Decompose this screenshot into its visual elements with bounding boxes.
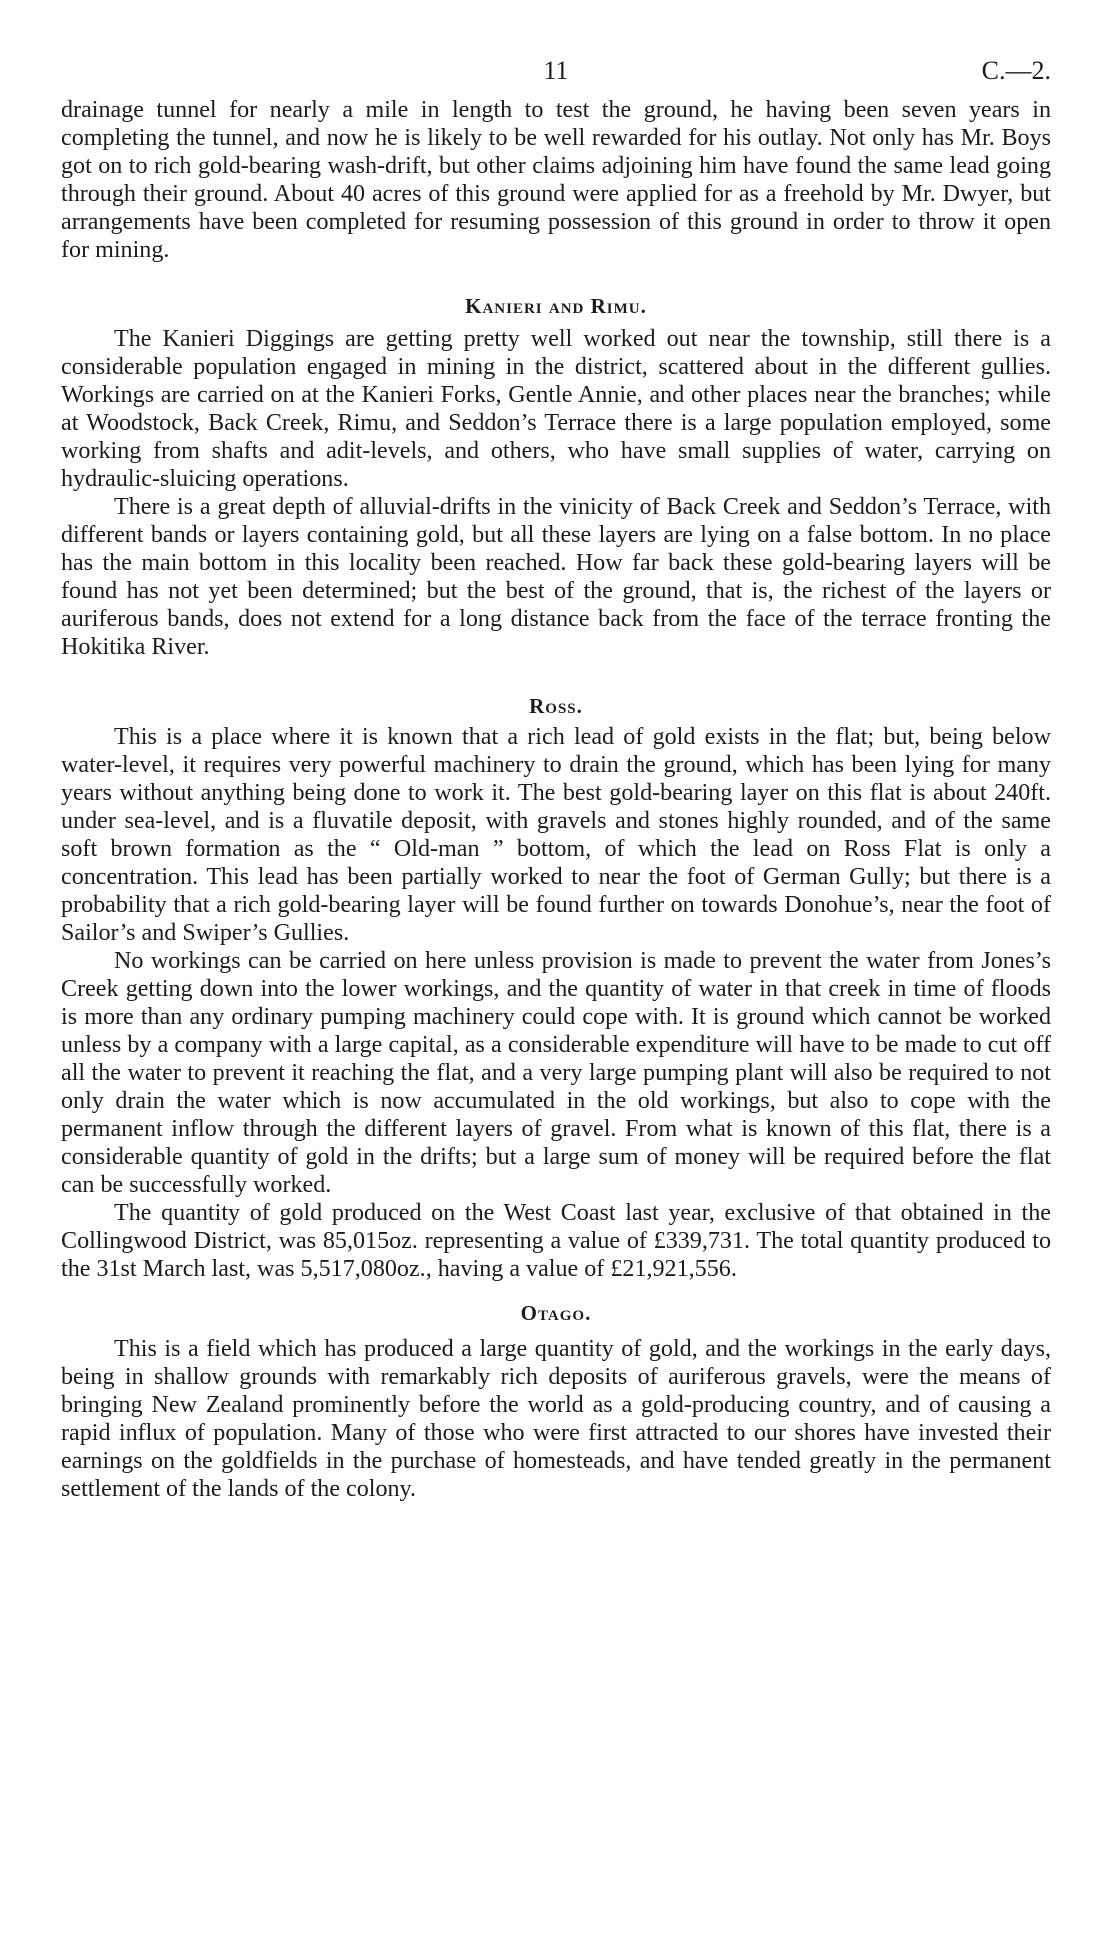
ross-paragraph-2: No workings can be carried on here unless provision is made to prevent the water from Jones’s Creek getting down into the lower workings, and the quantity of water in that creek in time of floods is more than any ordinary pumping machinery could cope with. It is ground which cannot be worked unless by a company with a large capital, as a considerable expenditure will have to be made to cut off all the water to prevent it reaching the flat, and a very large pumping plant will also be required to not only drain the water which is now accumulated in the old workings, but also to cope with the permanent inflow through the different layers of gravel. From what is known of this flat, there is a considerable quantity of gold in the drifts; but a large sum of money will be required before the flat can be successfully worked. xyxy=(61,948,1051,1198)
kanieri-paragraph-1: The Kanieri Diggings are getting pretty well worked out near the township, still there is a considerable population engaged in mining in the district, scattered about in the different gullies. Workings are carried on at the Kanieri Forks, Gentle Annie, and other places near the branches; while at Woodstock, Back Creek, Rimu, and Seddon’s Terrace there is a large population employed, some working from shafts and adit-levels, and others, who have small supplies of water, carrying on hydraulic-sluicing operations. xyxy=(61,326,1051,492)
ross-paragraph-1: This is a place where it is known that a rich lead of gold exists in the flat; but, being below water-level, it requires very powerful machinery to drain the ground, which has been lying for many years without anything being done to work it. The best gold-bearing layer on this flat is about 240ft. under sea-level, and is a fluvatile deposit, with gravels and stones highly rounded, and of the same soft brown formation as the “ Old-man ” bottom, of which the lead on Ross Flat is only a concentration. This lead has been partially worked to near the foot of German Gully; but there is a probability that a rich gold-bearing layer will be found further on towards Donohue’s, near the foot of Sailor’s and Swiper’s Gullies. xyxy=(61,724,1051,946)
running-head xyxy=(61,56,1051,96)
intro-paragraph: drainage tunnel for nearly a mile in length to test the ground, he having been seven years in completing the tunnel, and now he is likely to be well rewarded for his outlay. Not only has Mr. Boys got on to rich gold-bearing wash-drift, but other claims adjoining him have found the same lead going through their ground. About 40 acres of this ground were applied for as a freehold by Mr. Dwyer, but arrangements have been completed for resuming possession of this ground in order to throw it open for mining. xyxy=(61,97,1051,263)
otago-paragraph-1: This is a field which has produced a large quantity of gold, and the workings in the early days, being in shallow grounds with remarkably rich deposits of auriferous gravels, were the means of bringing New Zealand prominently before the world as a gold-producing country, and of causing a rapid influx of population. Many of those who were first attracted to our shores have invested their earnings on the goldfields in the purchase of homesteads, and have tended greatly in the permanent settlement of the lands of the colony. xyxy=(61,1336,1051,1502)
section-heading-ross: Ross. xyxy=(529,694,583,718)
body-text xyxy=(61,96,1051,1503)
section-heading-kanieri-and-rimu: Kanieri and Rimu. xyxy=(465,294,647,318)
page-number: 11 xyxy=(543,56,569,85)
kanieri-paragraph-2: There is a great depth of alluvial-drifts in the vinicity of Back Creek and Seddon’s Terrace, with different bands or layers containing gold, but all these layers are lying on a false bottom. In no place has the main bottom in this locality been reached. How far back these gold-bearing layers will be found has not yet been determined; but the best of the ground, that is, the richest of the layers or auriferous bands, does not extend for a long distance back from the face of the terrace fronting the Hokitika River. xyxy=(61,494,1051,660)
section-heading-otago: Otago. xyxy=(520,1301,592,1325)
ross-paragraph-3: The quantity of gold produced on the West Coast last year, exclusive of that obtained in the Collingwood District, was 85,015oz. representing a value of £339,731. The total quantity produced to the 31st March last, was 5,517,080oz., having a value of £21,921,556. xyxy=(61,1200,1051,1282)
document-reference: C.—2. xyxy=(981,56,1051,85)
document-page xyxy=(61,56,1051,1503)
